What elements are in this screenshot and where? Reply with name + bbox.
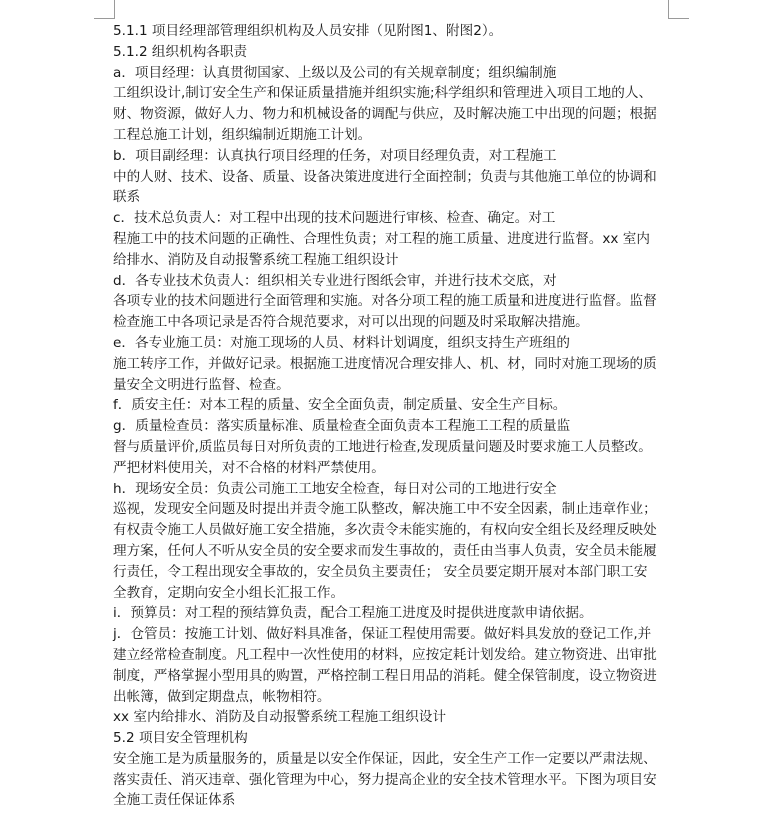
text-line: 行责任，令工程出现安全事故的，安全员负主要责任； 安全员要定期开展对本部门职工安 <box>113 563 648 580</box>
text-line: 量安全文明进行监督、检查。 <box>113 376 290 393</box>
text-line: j．仓管员：按施工计划、做好料具准备，保证工程使用需要。做好料具发放的登记工作,并 <box>113 626 652 643</box>
text-line: f．质安主任：对本工程的质量、安全全面负责，制定质量、安全生产目标。 <box>113 397 567 414</box>
text-line: 程施工中的技术问题的正确性、合理性负责；对工程的施工质量、进度进行监督。xx 室内 <box>113 230 650 247</box>
text-line: d．各专业技术负责人：组织相关专业进行图纸会审，并进行技术交底，对 <box>113 272 557 289</box>
text-line: 工组织设计,制订安全生产和保证质量措施并组织实施;科学组织和管理进入项目工地的人、 <box>113 85 653 102</box>
margin-corner-mark-right <box>668 0 689 19</box>
text-line: h．现场安全员：负责公司施工工地安全检查，每日对公司的工地进行安全 <box>113 480 557 497</box>
text-line: xx 室内给排水、消防及自动报警系统工程施工组织设计 <box>113 709 447 726</box>
text-line: 财、物资源，做好人力、物力和机械设备的调配与供应，及时解决施工中出现的问题；根据 <box>113 106 657 123</box>
text-line: 理方案，任何人不听从安全员的安全要求而发生事故的，责任由当事人负责，安全员未能履 <box>113 542 657 559</box>
text-line: 建立经常检查制度。凡工程中一次性使用的材料，应按定耗计划发给。建立物资进、出审批 <box>113 646 657 663</box>
text-line: 中的人财、技术、设备、质量、设备决策进度进行全面控制；负责与其他施工单位的协调和 <box>113 168 657 185</box>
text-line: 联系 <box>113 189 141 206</box>
text-line: i．预算员：对工程的预结算负责，配合工程施工进度及时提供进度款申请依据。 <box>113 605 593 622</box>
text-line: 工程总施工计划，组织编制近期施工计划。 <box>113 126 372 143</box>
text-line: 督与质量评价,质监员每日对所负责的工地进行检查,发现质量问题及时要求施工人员整改。 <box>113 438 652 455</box>
text-line: 严把材料使用关，对不合格的材料严禁使用。 <box>113 459 385 476</box>
text-line: 安全施工是为质量服务的，质量是以安全作保证，因此，安全生产工作一定要以严肃法规、 <box>113 750 657 767</box>
text-line: 5.1.2 组织机构各职责 <box>113 43 248 60</box>
text-line: 给排水、消防及自动报警系统工程施工组织设计 <box>113 251 399 268</box>
text-line: a．项目经理：认真贯彻国家、上级以及公司的有关规章制度；组织编制施 <box>113 64 557 81</box>
document-body <box>113 21 669 811</box>
text-line: 制度，严格掌握小型用具的购置，严格控制工程日用品的消耗。健全保管制度，设立物资进 <box>113 667 657 684</box>
text-line: g．质量检查员：落实质量标准、质量检查全面负责本工程施工工程的质量监 <box>113 418 571 435</box>
text-line: e．各专业施工员：对施工现场的人员、材料计划调度，组织支持生产班组的 <box>113 334 570 351</box>
margin-corner-mark-left <box>94 0 115 19</box>
text-line: 全施工责任保证体系 <box>113 792 236 809</box>
text-line: 有权责令施工人员做好施工安全措施，多次责令未能实施的，有权向安全组长及经理反映处 <box>113 522 657 539</box>
text-line: 5.2 项目安全管理机构 <box>113 730 248 747</box>
text-line: 施工转序工作，并做好记录。根据施工进度情况合理安排人、机、材，同时对施工现场的质 <box>113 355 657 372</box>
text-line: 落实责任、消灭违章、强化管理为中心，努力提高企业的安全技术管理水平。下图为项目安 <box>113 771 657 788</box>
text-line: 出帐簿，做到定期盘点，帐物相符。 <box>113 688 331 705</box>
text-line: 全教育，定期向安全小组长汇报工作。 <box>113 584 345 601</box>
text-line: 各项专业的技术问题进行全面管理和实施。对各分项工程的施工质量和进度进行监督。监督 <box>113 293 657 310</box>
text-line: c．技术总负责人：对工程中出现的技术问题进行审核、检查、确定。对工 <box>113 210 556 227</box>
text-line: b．项目副经理：认真执行项目经理的任务，对项目经理负责，对工程施工 <box>113 147 557 164</box>
text-line: 巡视，发现安全问题及时提出并责令施工队整改，解决施工中不安全因素，制止违章作业； <box>113 501 657 518</box>
text-line: 检查施工中各项记录是否符合规范要求，对可以出现的问题及时采取解决措施。 <box>113 314 589 331</box>
text-line: 5.1.1 项目经理部管理组织机构及人员安排（见附图1、附图2）。 <box>113 23 503 39</box>
